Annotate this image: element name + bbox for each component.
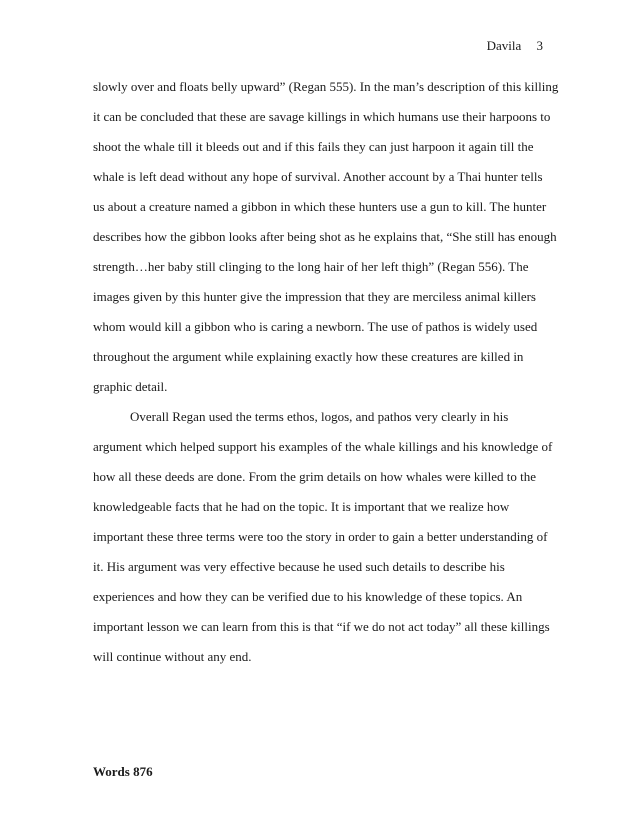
text-line: knowledgeable facts that he had on the topic. It is important that we realize how [93,499,510,514]
text-line: strength…her baby still clinging to the long hair of her left thigh” (Regan 556). The [93,259,529,274]
word-count: Words 876 [93,764,153,779]
text-line: us about a creature named a gibbon in which these hunters use a gun to kill. The hunter [93,199,547,214]
text-line: images given by this hunter give the impression that they are merciless animal killers [93,289,536,304]
text-line: shoot the whale till it bleeds out and if this fails they can just harpoon it again till the [93,139,534,154]
text-line: important these three terms were too the story in order to gain a better understanding of [93,529,548,544]
author-name: Davila [486,38,522,53]
text-line: it. His argument was very effective because he used such details to describe his [93,559,505,574]
text-line: whale is left dead without any hope of survival. Another account by a Thai hunter tells [93,169,543,184]
text-line: experiences and how they can be verified due to his knowledge of these topics. An [93,589,523,604]
text-line: whom would kill a gibbon who is caring a newborn. The use of pathos is widely used [93,319,538,334]
text-line: throughout the argument while explaining exactly how these creatures are killed in [93,349,524,364]
text-line: will continue without any end. [93,649,252,664]
page-number: 3 [536,38,543,53]
text-line: describes how the gibbon looks after being shot as he explains that, “She still has enough [93,229,557,244]
text-line: slowly over and floats belly upward” (Regan 555). In the man’s description of this killing [93,79,559,94]
text-line: it can be concluded that these are savage killings in which humans use their harpoons to [93,109,551,124]
page-header [487,37,543,55]
text-line: important lesson we can learn from this is that “if we do not act today” all these killings [93,619,550,634]
text-line: how all these deeds are done. From the grim details on how whales were killed to the [93,469,536,484]
text-line: argument which helped support his examples of the whale killings and his knowledge of [93,439,553,454]
essay-body [93,72,559,672]
text-line: graphic detail. [93,379,168,394]
paragraph-start-line: Overall Regan used the terms ethos, logos, and pathos very clearly in his [130,409,509,424]
